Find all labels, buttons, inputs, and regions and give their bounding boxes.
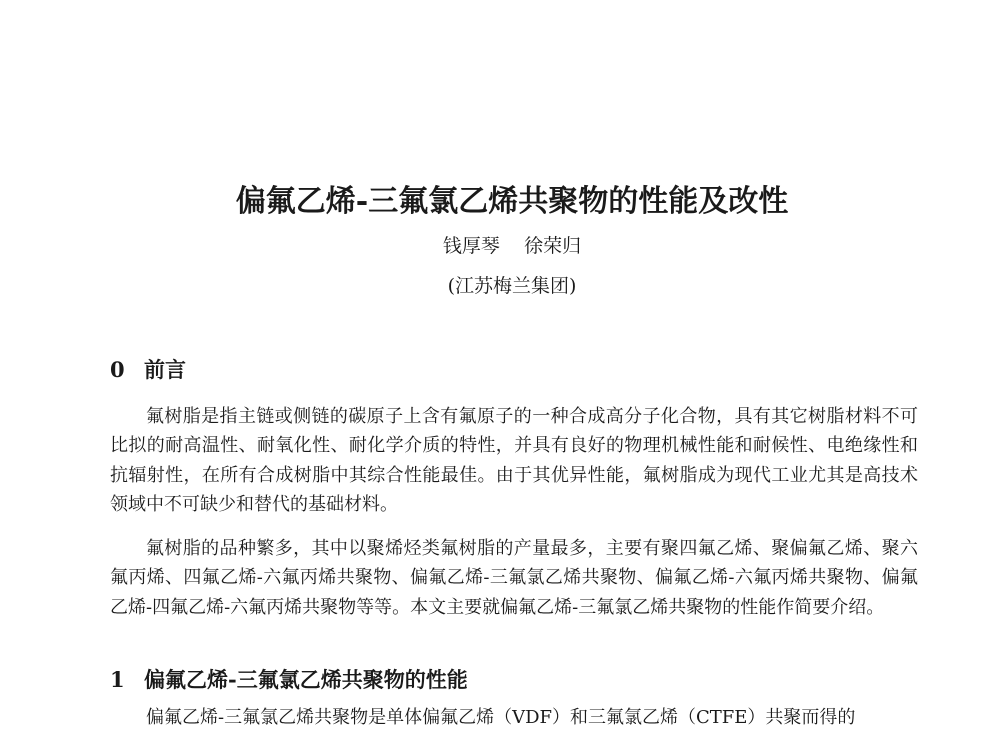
paragraph: 偏氟乙烯-三氟氯乙烯共聚物是单体偏氟乙烯（VDF）和三氟氯乙烯（CTFE）共聚而得的	[146, 707, 856, 728]
section-heading-1	[110, 666, 468, 694]
paper-authors: 钱厚琴 徐荣归	[442, 235, 582, 257]
section-number: 1	[110, 667, 125, 692]
section-number: 0	[110, 357, 125, 382]
section-heading-0	[110, 356, 186, 384]
section-title: 前言	[144, 357, 186, 382]
paragraph: 氟树脂是指主链或侧链的碳原子上含有氟原子的一种合成高分子化合物，具有其它树脂材料不可比拟的耐高温性、耐氧化性、耐化学介质的特性，并具有良好的物理机械性能和耐候性、电绝缘性和抗辐射性，在所有合成树脂中其综合性能最佳。由于其优异性能，氟树脂成为现代工业尤其是高技术领域中不可缺少和替代的基础材料。	[110, 406, 918, 516]
paper-title: 偏氟乙烯-三氟氯乙烯共聚物的性能及改性	[235, 184, 789, 219]
section-title: 偏氟乙烯-三氟氯乙烯共聚物的性能	[144, 667, 468, 692]
paper-affiliation: (江苏梅兰集团)	[447, 275, 577, 297]
paragraph: 氟树脂的品种繁多，其中以聚烯烃类氟树脂的产量最多，主要有聚四氟乙烯、聚偏氟乙烯、聚六氟丙烯、四氟乙烯-六氟丙烯共聚物、偏氟乙烯-三氟氯乙烯共聚物、偏氟乙烯-六氟丙烯共聚物、偏氟乙烯-四氟乙烯-六氟丙烯共聚物等等。本文主要就偏氟乙烯-三氟氯乙烯共聚物的性能作简要介绍。	[110, 538, 918, 618]
